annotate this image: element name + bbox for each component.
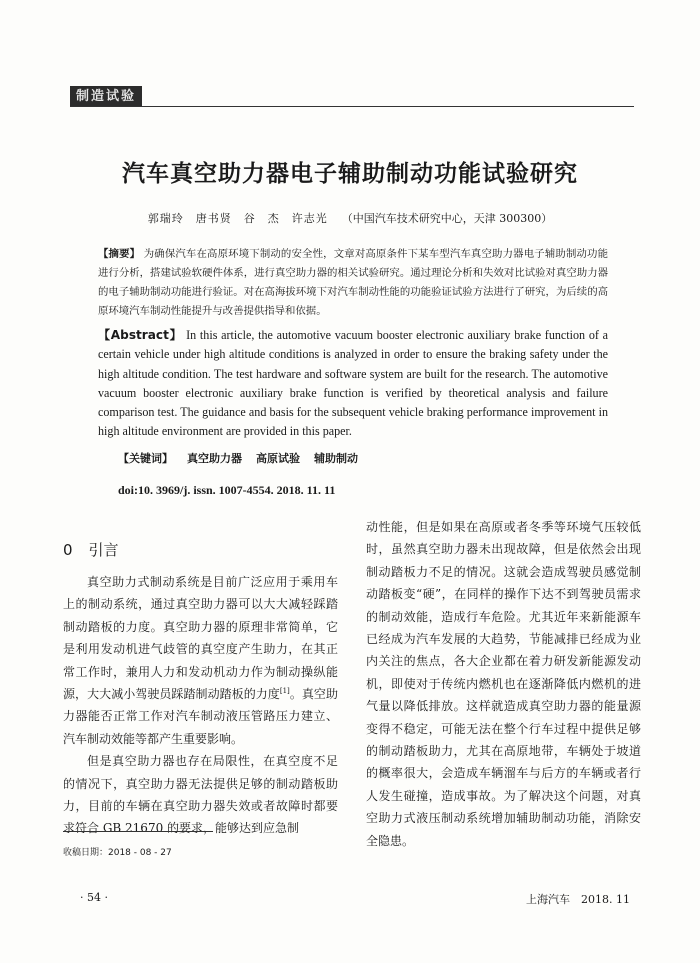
keyword-item: 高原试验: [256, 452, 300, 465]
header-rule: [70, 106, 634, 107]
keywords: [118, 450, 608, 466]
paragraph: 但是真空助力器也存在局限性，在真空度不足的情况下，真空助力器无法提供足够的制动踏板助力，目前的车辆在真空助力器失效或者故障时都要求符合 GB 21670 的要求，能够达到应急制: [63, 754, 338, 836]
abstract-cn-label: 【摘要】: [98, 248, 141, 260]
abstract-english: [98, 326, 608, 442]
section-heading: [63, 539, 119, 560]
citation-ref[interactable]: [1]: [279, 687, 290, 696]
abstract-chinese: [98, 245, 608, 321]
journal-issue: 上海汽车 2018. 11: [526, 893, 630, 906]
section-number: 0: [63, 541, 73, 559]
page-number: · 54 ·: [80, 891, 108, 904]
section-tag: 制造试验: [70, 86, 142, 107]
keywords-label: 【关键词】: [118, 452, 173, 465]
authors-line: [0, 210, 700, 226]
paper-title: 汽车真空助力器电子辅助制动功能试验研究: [122, 161, 578, 187]
author-names: 郭瑞玲 唐书贤 谷 杰 许志光: [147, 212, 328, 225]
abstract-cn-text: 为确保汽车在高原环境下制动的安全性，文章对高原条件下某车型汽车真空助力器电子辅助制动功能进行分析，搭建试验软硬件体系，进行真空助力器的相关试验研究。通过理论分析和失效对比试验对真空助力器的电子辅助制动功能进行验证。对在高海拔环境下对汽车制动性能的功能验证试验方法进行了研究，为后续的高原环境汽车制动性能提升与改善提供指导和依据。: [98, 248, 608, 317]
doi: doi:10. 3969/j. issn. 1007-4554. 2018. 11. 11: [118, 483, 336, 497]
section-title: 引言: [88, 541, 119, 559]
keyword-item: 辅助制动: [314, 452, 358, 465]
right-column: [366, 516, 641, 852]
abstract-en-text: In this article, the automotive vacuum booster electronic auxiliary brake function of a certain vehicle under high altitude conditions is analyzed in order to ensure the braking safety under the high altitude condition. The test hardware and software system are built for the research. The automotive vacuum booster electronic auxiliary brake function is verified by theoretical analysis and failure comparison test. The guidance and basis for the subsequent vehicle braking performance improvement in high altitude environment are provided in this paper.: [98, 328, 608, 439]
footnote-rule: [63, 831, 213, 832]
keyword-item: 真空助力器: [187, 452, 242, 465]
left-column: [63, 571, 338, 840]
paragraph: 动性能，但是如果在高原或者冬季等环境气压较低时，虽然真空助力器未出现故障，但是依然会出现制动踏板力不足的情况。这就会造成驾驶员感觉制动踏板变“硬”，在同样的操作下达不到驾驶员需求的制动效能，造成行车危险。尤其近年来新能源车已经成为汽车发展的大趋势，节能减排已经成为业内关注的焦点，各大企业都在着力研发新能源发动机，即使对于传统内燃机也在逐渐降低内燃机的进气量以降低排放。这样就造成真空助力器的能量源变得不稳定，可能无法在整个行车过程中提供足够的制动踏板助力，尤其在高原地带，车辆处于坡道的概率很大，会造成车辆溜车与后方的车辆或者行人发生碰撞，造成事故。为了解决这个问题，对真空助力式液压制动系统增加辅助制动功能，消除安全隐患。: [366, 520, 641, 848]
footnote-received-date: 收稿日期：2018 - 08 - 27: [63, 848, 172, 858]
abstract-en-label: 【Abstract】: [98, 328, 183, 342]
paragraph: 真空助力式制动系统是目前广泛应用于乘用车上的制动系统，通过真空助力器可以大大减轻踩踏制动踏板的力度。真空助力器的原理非常简单，它是利用发动机进气歧管的真空度产生助力，在其正常工作时，兼用人力和发动机动力作为制动操纵能源，大大减小驾驶员踩踏制动踏板的力度[1]。真空助力器能否正常工作对汽车制动液压管路压力建立、汽车制动效能等都产生重要影响。: [63, 575, 338, 746]
author-affiliation: （中国汽车技术研究中心，天津 300300）: [341, 212, 553, 225]
